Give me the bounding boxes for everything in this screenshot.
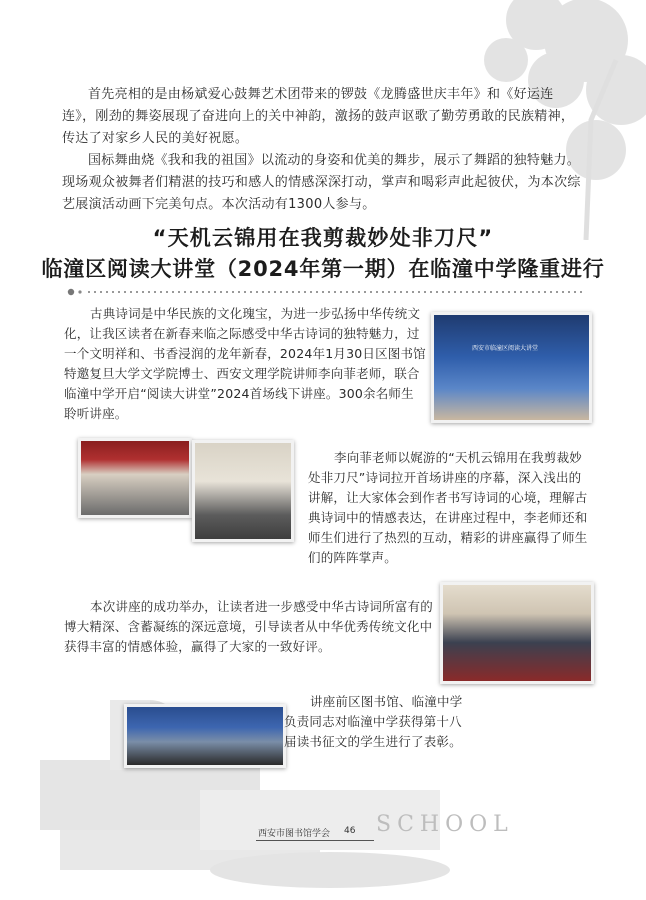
speaker-podium-photo (192, 440, 294, 542)
intro-paragraph-1: 首先亮相的是由杨斌爱心鼓舞艺术团带来的锣鼓《龙腾盛世庆丰年》和《好运连连》，刚劲的舞姿展现了奋进向上的关中神韵，激扬的鼓声讴歌了勤劳勇敢的民族精神，传达了对家乡人民的美好祝愿。 (62, 87, 575, 146)
article-paragraph-4: 讲座前区图书馆、临潼中学负责同志对临潼中学获得第十八届读书征文的学生进行了表彰。 (284, 694, 463, 749)
intro-paragraph-2: 国标舞曲烧《我和我的祖国》以流动的身姿和优美的舞步，展示了舞蹈的独特魅力。现场观众被舞者们精湛的技巧和感人的情感深深打动，掌声和喝彩声此起彼伏，为本次综艺展演活动画下完美句点。本次活动有1300人参与。 (62, 153, 581, 212)
article-paragraph-3: 本次讲座的成功举办，让读者进一步感受中华古诗词所富有的博大精深、含蓄凝练的深远意境，引导读者从中华优秀传统文化中获得丰富的情感体验，赢得了大家的一致好评。 (64, 599, 433, 654)
school-watermark-text: SCHOOL (376, 812, 514, 837)
auditorium-photo (78, 438, 192, 518)
article-title-line-2: 临潼区阅读大讲堂（2024年第一期）在临潼中学隆重进行 (41, 257, 605, 281)
audience-photo (440, 582, 594, 684)
article-paragraph-1: 古典诗词是中华民族的文化瑰宝，为进一步弘扬中华传统文化，让我区读者在新春来临之际感受中华古诗词的独特魅力，过一个文明祥和、书香浸润的龙年新春，2024年1月30日区图书馆特邀复旦大学文学院博士、西安文理学院讲师李向菲老师，联合临潼中学开启“阅读大讲堂”2024首场线下讲座。300余名师生聆听讲座。 (64, 306, 426, 421)
page-number: 46 (344, 826, 356, 836)
article-title-line-1: “天机云锦用在我剪裁妙处非刀尺” (152, 226, 494, 250)
lecture-screen-photo (431, 312, 592, 423)
photo-screen-caption: 西安市临潼区阅读大讲堂 (472, 345, 539, 352)
award-ceremony-photo (124, 704, 286, 768)
dotted-divider (66, 287, 584, 297)
footer-rule (256, 840, 374, 841)
footer-label: 西安市图书馆学会 (258, 829, 331, 839)
article-paragraph-2: 李向菲老师以娓游的“天机云锦用在我剪裁妙处非刀尺”诗词拉开首场讲座的序幕，深入浅出的讲解，让大家体会到作者书写诗词的心境，理解古典诗词中的情感表达，在讲座过程中，李老师还和师生们进行了热烈的互动，精彩的讲座赢得了师生们的阵阵掌声。 (308, 450, 588, 565)
